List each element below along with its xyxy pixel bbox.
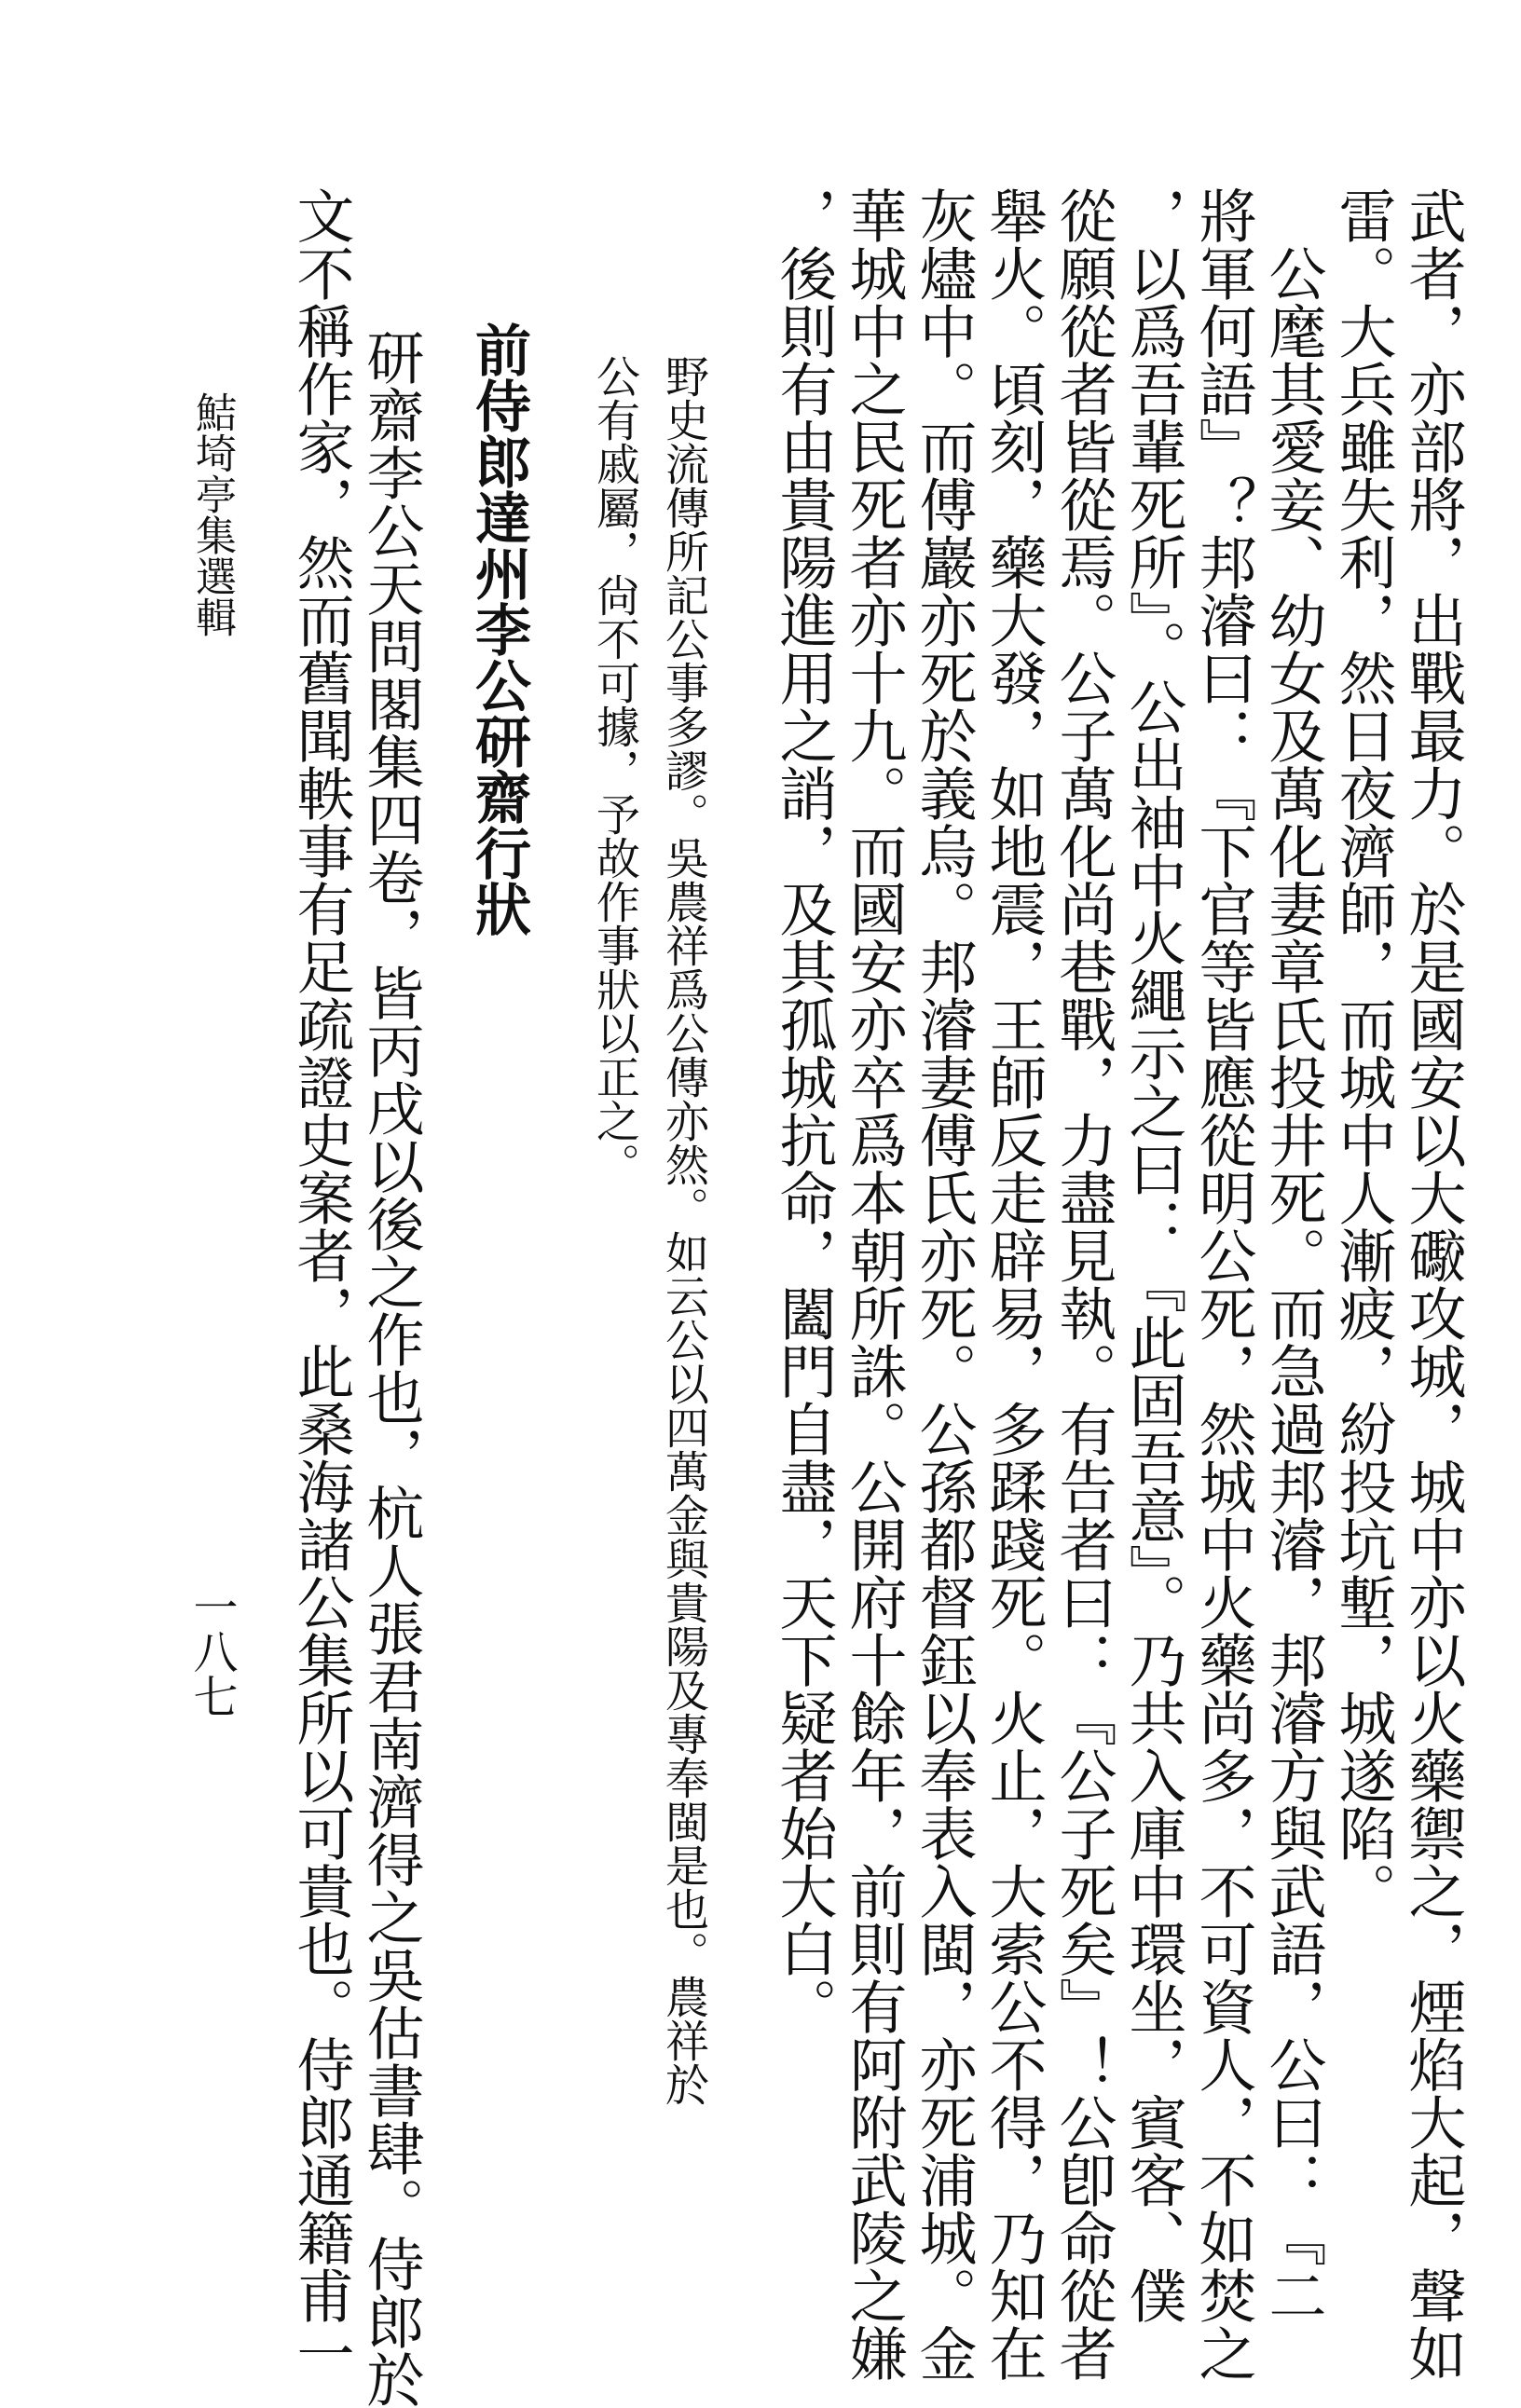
body-line-10: ，後則有由貴陽進用之誚，及其孤城抗命，闔門自盡，天下疑者始大白。 bbox=[770, 186, 838, 2035]
body-line-2: 雷。大兵雖失利，然日夜濟師，而城中人漸疲，紛投坑塹，城遂陷。 bbox=[1329, 186, 1397, 1920]
note-line-1: 野史流傳所記公事多謬。吳農祥爲公傳亦然。如云公以四萬金與貴陽及專奉閩是也。農祥於 bbox=[658, 354, 709, 2106]
running-title: 鮚埼亭集選輯 bbox=[188, 391, 236, 637]
body-line-5: ，以爲吾輩死所』。公出袖中火繩示之曰：『此固吾意』。乃共入庫中環坐，賓客、僕 bbox=[1119, 186, 1187, 2324]
body-line-9: 華城中之民死者亦十九。而國安亦卒爲本朝所誅。公開府十餘年，前則有阿附武陵之嫌 bbox=[840, 186, 908, 2382]
body-line-4: 將軍何語』？邦濬曰：『下官等皆應從明公死，然城中火藥尚多，不可資人，不如焚之 bbox=[1189, 186, 1257, 2382]
section-line-1: 研齋李公天問閣集四卷，皆丙戌以後之作也，杭人張君南濟得之吳估書肆。侍郎於 bbox=[357, 270, 425, 2408]
note-line-2: 公有戚屬，尙不可據，予故作事狀以正之。 bbox=[589, 354, 640, 1186]
section-heading: 前侍郎達州李公研齋行狀 bbox=[466, 322, 531, 937]
body-line-8: 灰燼中。而傅巖亦死於義烏。邦濬妻傅氏亦死。公孫都督鈺以奉表入閩，亦死浦城。金 bbox=[910, 186, 978, 2382]
body-line-7: 舉火。頃刻，藥大發，如地震，王師反走辟易，多蹂踐死。火止，大索公不得，乃知在 bbox=[980, 186, 1048, 2382]
body-line-3: 公麾其愛妾、幼女及萬化妻章氏投井死。而急過邦濬，邦濬方與武語，公曰：『二 bbox=[1259, 186, 1327, 2324]
body-line-6: 從願從者皆從焉。公子萬化尚巷戰，力盡見執。有告者曰：『公子死矣』！公卽命從者 bbox=[1049, 186, 1117, 2382]
section-line-2: 文不稱作家，然而舊聞軼事有足疏證史案者，此桑海諸公集所以可貴也。侍郎通籍甫一 bbox=[287, 186, 355, 2382]
page-number: 一八七 bbox=[185, 1584, 238, 1718]
body-line-1: 武者，亦部將，出戰最力。於是國安以大礮攻城，城中亦以火藥禦之，煙焰大起，聲如 bbox=[1399, 186, 1467, 2382]
